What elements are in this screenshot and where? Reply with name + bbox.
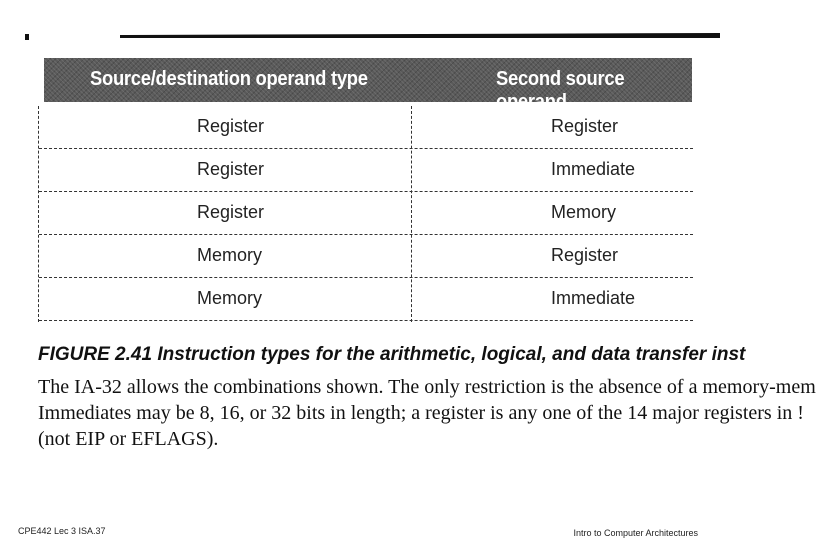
cell-second-operand: Register	[551, 245, 619, 265]
caption-line: Immediates may be 8, 16, or 32 bits in length; a register is any one of the 14 major registers in !	[38, 402, 804, 424]
table-header	[44, 58, 692, 113]
cell-operand-type: Memory	[197, 245, 263, 265]
cell-second-operand: Register	[551, 116, 619, 136]
figure-caption-title: FIGURE 2.41 Instruction types for the arithmetic, logical, and data transfer inst	[38, 344, 746, 365]
caption-line: (not EIP or EFLAGS).	[38, 428, 219, 450]
header-source-destination: Source/destination operand type	[90, 68, 368, 90]
cell-operand-type: Register	[197, 202, 265, 222]
top-rule	[120, 33, 720, 38]
table-row	[39, 192, 693, 235]
figure-caption-body	[38, 374, 816, 452]
cell-second-operand: Immediate	[551, 159, 636, 179]
header-second-source: Second source operand	[496, 68, 625, 113]
cell-operand-type: Register	[197, 116, 265, 136]
caption-line: The IA-32 allows the combinations shown. The only restriction is the absence of a memory-mem	[38, 376, 816, 398]
table-row	[39, 235, 693, 278]
footer-course-title: Intro to Computer Architectures	[573, 528, 698, 538]
table-row	[39, 278, 693, 321]
cell-second-operand: Immediate	[551, 288, 636, 308]
table-row	[39, 149, 693, 192]
cell-second-operand: Memory	[551, 202, 617, 222]
table-row	[39, 106, 693, 149]
bullet-mark	[25, 34, 29, 40]
cell-operand-type: Register	[197, 159, 265, 179]
footer-course-label: CPE442 Lec 3 ISA.37	[18, 526, 106, 536]
operand-table	[38, 106, 693, 322]
cell-operand-type: Memory	[197, 288, 263, 308]
